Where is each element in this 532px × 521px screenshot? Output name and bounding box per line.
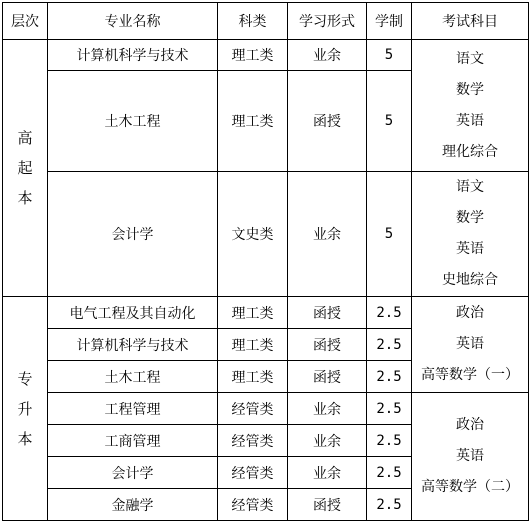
mode-cell: 业余 [288, 40, 367, 71]
major-cell: 电气工程及其自动化 [48, 297, 218, 329]
exam-subjects-cell [412, 172, 529, 297]
mode-cell: 函授 [288, 361, 367, 393]
subject: 政治 [456, 305, 484, 321]
duration-cell: 5 [367, 71, 412, 172]
duration-cell: 5 [367, 40, 412, 71]
mode-cell: 业余 [288, 393, 367, 425]
category-cell: 理工类 [218, 329, 288, 361]
category-cell: 经管类 [218, 457, 288, 489]
duration-cell: 2.5 [367, 297, 412, 329]
subject: 理化综合 [442, 143, 498, 160]
category-cell: 经管类 [218, 425, 288, 457]
major-cell: 工程管理 [48, 393, 218, 425]
level-cell-gqb [3, 40, 48, 297]
major-cell: 会计学 [48, 457, 218, 489]
category-cell: 理工类 [218, 71, 288, 172]
category-cell: 经管类 [218, 489, 288, 521]
header-level: 层次 [3, 3, 48, 40]
level-char: 起 [17, 159, 33, 177]
admissions-table [2, 2, 529, 521]
category-cell: 理工类 [218, 40, 288, 71]
subject: 英语 [456, 112, 484, 129]
header-category: 科类 [218, 3, 288, 40]
header-row [3, 3, 529, 40]
duration-cell: 2.5 [367, 425, 412, 457]
subject: 高等数学（二） [421, 479, 519, 495]
level-char: 高 [17, 129, 33, 147]
subject: 英语 [456, 448, 484, 464]
duration-cell: 2.5 [367, 361, 412, 393]
subject: 数学 [456, 81, 484, 98]
category-cell: 理工类 [218, 297, 288, 329]
subject: 史地综合 [442, 272, 498, 288]
level-char: 升 [17, 399, 33, 418]
mode-cell: 函授 [288, 71, 367, 172]
level-char: 本 [17, 189, 33, 207]
category-cell: 经管类 [218, 393, 288, 425]
subject: 高等数学（一） [421, 367, 519, 383]
major-cell: 会计学 [48, 172, 218, 297]
subject: 英语 [456, 241, 484, 257]
header-major: 专业名称 [48, 3, 218, 40]
header-duration: 学制 [367, 3, 412, 40]
table-row [3, 297, 529, 329]
category-cell: 理工类 [218, 361, 288, 393]
header-exam-subjects: 考试科目 [412, 3, 529, 40]
level-char: 本 [17, 429, 33, 448]
duration-cell: 5 [367, 172, 412, 297]
duration-cell: 2.5 [367, 329, 412, 361]
header-study-mode: 学习形式 [288, 3, 367, 40]
mode-cell: 业余 [288, 172, 367, 297]
level-char: 专 [17, 369, 33, 388]
category-cell: 文史类 [218, 172, 288, 297]
subject: 语文 [456, 50, 484, 67]
exam-subjects-cell [412, 40, 529, 172]
duration-cell: 2.5 [367, 457, 412, 489]
major-cell: 计算机科学与技术 [48, 40, 218, 71]
mode-cell: 业余 [288, 425, 367, 457]
table-row [3, 393, 529, 425]
mode-cell: 函授 [288, 489, 367, 521]
mode-cell: 函授 [288, 329, 367, 361]
major-cell: 金融学 [48, 489, 218, 521]
table-row [3, 40, 529, 71]
subject: 英语 [456, 336, 484, 352]
subject: 语文 [456, 179, 484, 195]
exam-subjects-cell [412, 297, 529, 393]
exam-subjects-cell [412, 393, 529, 521]
subject: 政治 [456, 417, 484, 433]
major-cell: 计算机科学与技术 [48, 329, 218, 361]
duration-cell: 2.5 [367, 489, 412, 521]
table-row [3, 172, 529, 297]
subject: 数学 [456, 210, 484, 226]
level-cell-zsb [3, 297, 48, 521]
major-cell: 土木工程 [48, 71, 218, 172]
mode-cell: 业余 [288, 457, 367, 489]
duration-cell: 2.5 [367, 393, 412, 425]
major-cell: 土木工程 [48, 361, 218, 393]
mode-cell: 函授 [288, 297, 367, 329]
major-cell: 工商管理 [48, 425, 218, 457]
